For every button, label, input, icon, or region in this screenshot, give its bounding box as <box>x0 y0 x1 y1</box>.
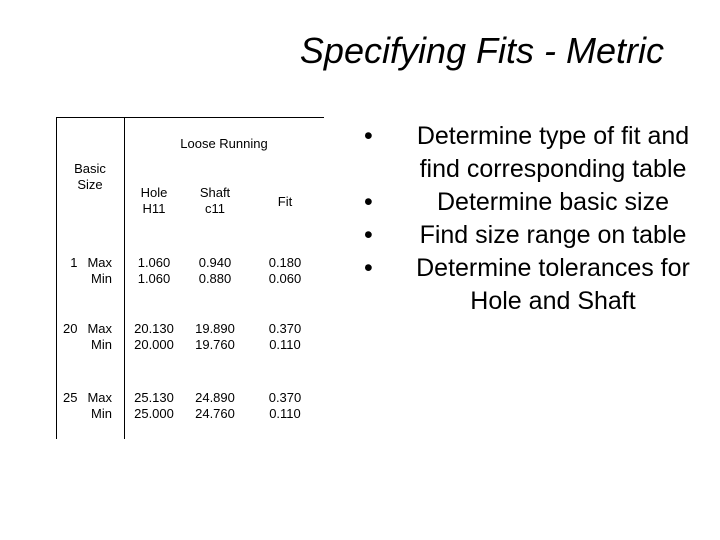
fits-table <box>56 117 324 439</box>
slide-title: Specifying Fits - Metric <box>299 30 664 71</box>
table-row-basic-size: 25 Max Min <box>62 390 112 421</box>
table-cell-shaft: 24.890 24.760 <box>195 390 235 421</box>
table-cell-fit: 0.370 0.110 <box>268 390 302 421</box>
bullet-item: • Determine tolerances for Hole and Shaft <box>364 254 690 315</box>
table-header-basic-size: Basic Size <box>74 161 106 192</box>
table-header-loose-running: Loose Running <box>180 136 268 151</box>
table-cell-hole: 25.130 25.000 <box>134 390 174 421</box>
table-header-shaft: Shaft c11 <box>199 185 231 216</box>
table-cell-shaft: 19.890 19.760 <box>195 321 235 352</box>
bullet-icon: • <box>364 122 373 150</box>
table-row-basic-size: 1 Max Min <box>70 255 112 286</box>
table-border-top <box>56 117 324 118</box>
bullet-icon: • <box>364 188 373 216</box>
bullet-item: • Determine basic size <box>364 186 704 219</box>
table-cell-shaft: 0.940 0.880 <box>198 255 232 286</box>
table-cell-fit: 0.370 0.110 <box>268 321 302 352</box>
table-row-basic-size: 20 Max Min <box>62 321 112 352</box>
bullet-item: • Find size range on table <box>364 219 704 252</box>
bullet-item: • Determine type of fit and find corresponding table <box>364 122 690 183</box>
bullet-list <box>364 120 704 318</box>
table-header-hole: Hole H11 <box>140 185 168 216</box>
bullet-icon: • <box>364 254 373 282</box>
table-cell-fit: 0.180 0.060 <box>268 255 302 286</box>
bullet-icon: • <box>364 221 373 249</box>
table-cell-hole: 20.130 20.000 <box>134 321 174 352</box>
table-cell-hole: 1.060 1.060 <box>137 255 171 286</box>
table-header-fit: Fit <box>277 194 293 209</box>
